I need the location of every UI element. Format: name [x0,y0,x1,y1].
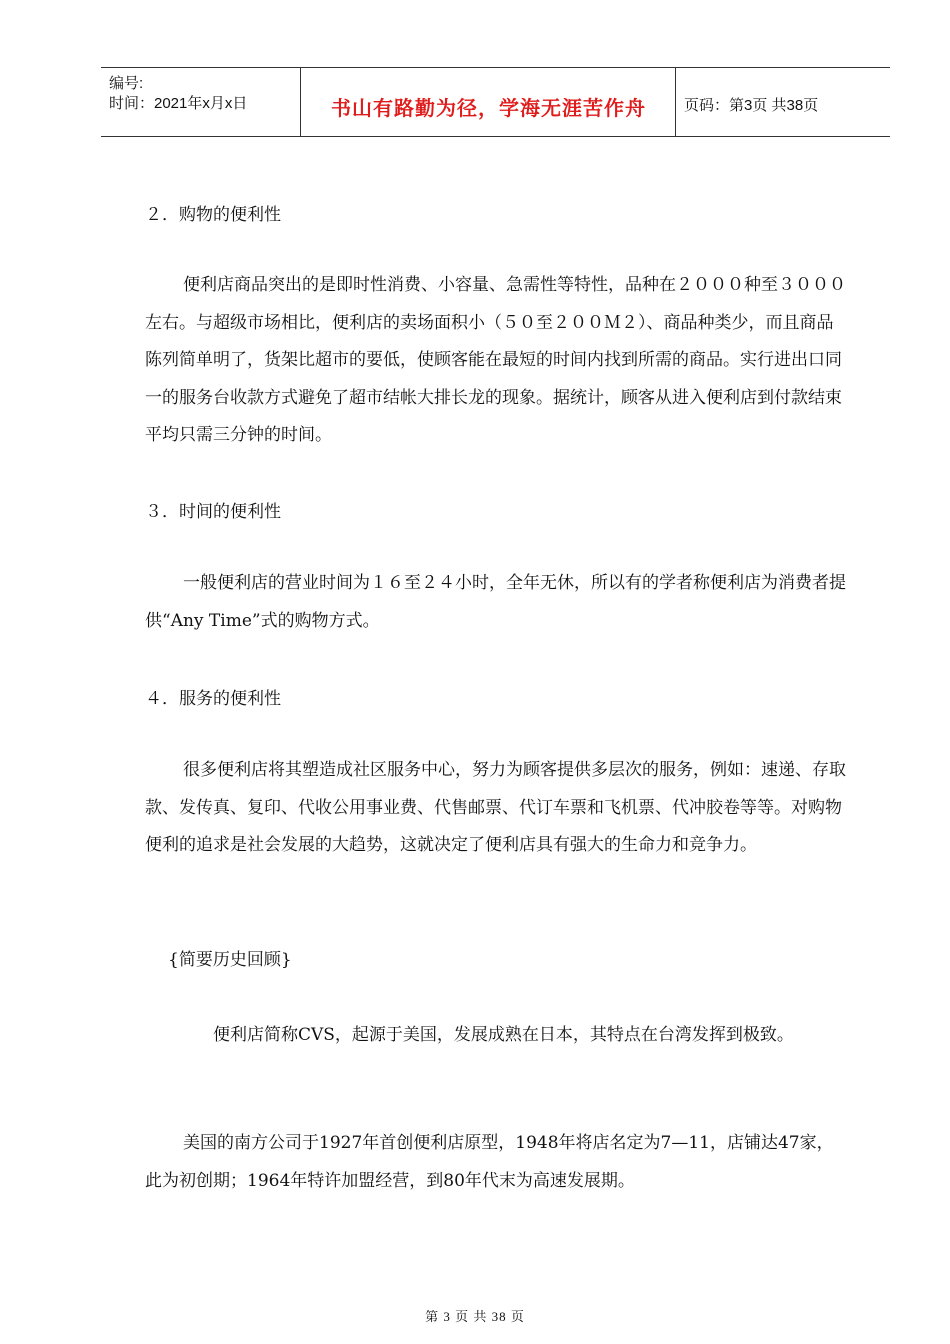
section-heading-service: ４．服务的便利性 [145,689,281,709]
history-heading: {简要历史回顾} [168,950,292,970]
section-heading-time: ３．时间的便利性 [145,502,281,522]
document-time-label: 时间：2021年x月x日 [109,95,248,112]
header-page-info: 页码：第3页 共38页 [684,97,819,114]
history-us-paragraph: 美国的南方公司于1927年首创便利店原型，1948年将店名定为7—11，店铺达47家，此为初创期；1964年特许加盟经营，到80年代末为高速发展期。 [145,1133,834,1191]
paragraph-time: 一般便利店的营业时间为１６至２４小时，全年无休，所以有的学者称便利店为消费者提供“Any Time”式的购物方式。 [145,573,846,631]
page-footer: 第 3 页 共 38 页 [425,1309,525,1324]
document-number-label: 编号: [109,75,144,92]
header-motto: 书山有路勤为径，学海无涯苦作舟 [331,96,646,120]
paragraph-service: 很多便利店将其塑造成社区服务中心，努力为顾客提供多层次的服务，例如：速递、存取款、发传真、复印、代收公用事业费、代售邮票、代订车票和飞机票、代冲胶卷等等。对购物便利的追求是社会发展的大趋势，这就决定了便利店具有强大的生命力和竞争力。 [145,760,846,855]
paragraph-shopping: 便利店商品突出的是即时性消费、小容量、急需性等特性，品种在２０００种至３０００左右。与超级市场相比，便利店的卖场面积小（５０至２００Ｍ２）、商品种类少，而且商品陈列简单明了，货架比超市的要低，使顾客能在最短的时间内找到所需的商品。实行进出口同一的服务台收款方式避免了超市结帐大排长龙的现象。据统计，顾客从进入便利店到付款结束平均只需三分钟的时间。 [145,275,846,445]
section-heading-shopping: ２．购物的便利性 [145,205,281,225]
history-intro: 便利店简称CVS，起源于美国，发展成熟在日本，其特点在台湾发挥到极致。 [213,1025,794,1045]
